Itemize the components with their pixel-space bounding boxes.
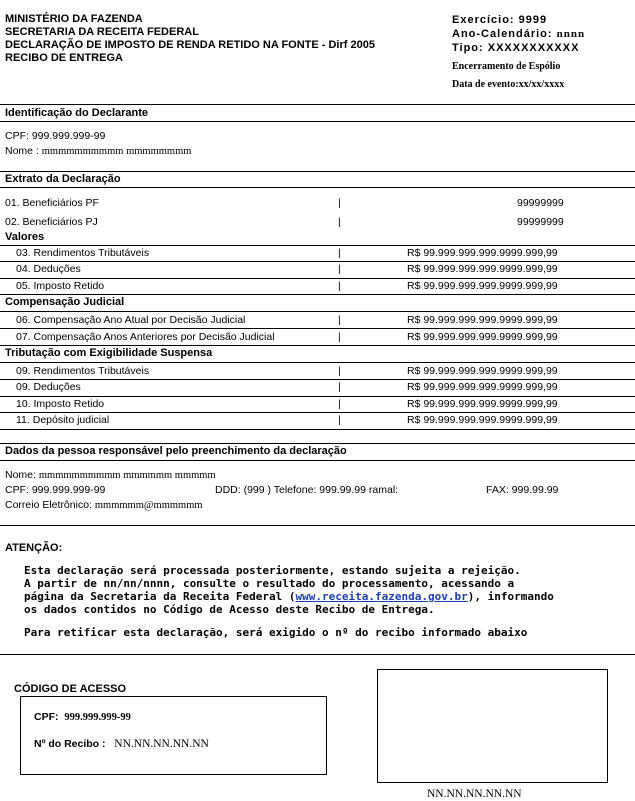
compensacao-row-value: R$ 99.999.999.999.9999.999,99 <box>407 331 558 343</box>
divider <box>0 429 635 430</box>
divider <box>0 362 635 363</box>
column-separator: | <box>338 197 341 209</box>
column-separator: | <box>338 247 341 259</box>
valores-row-label: 05. Imposto Retido <box>16 280 105 292</box>
beneficiarios-pf-label: 01. Beneficiários PF <box>5 197 99 209</box>
divider <box>0 294 635 295</box>
divider <box>0 379 635 380</box>
declarante-nome <box>5 145 191 157</box>
nome-label: Nome : <box>5 145 39 157</box>
beneficiarios-pj-label: 02. Beneficiários PJ <box>5 216 98 228</box>
valores-row-value: R$ 99.999.999.999.9999.999,99 <box>407 247 558 259</box>
responsavel-nome <box>5 469 216 481</box>
column-separator: | <box>338 331 341 343</box>
responsavel-telefone: DDD: (999 ) Telefone: 999.99.99 ramal: <box>215 484 399 496</box>
responsavel-cpf: CPF: 999.999.999-99 <box>5 484 106 496</box>
tributacao-row-value: R$ 99.999.999.999.9999.999,99 <box>407 381 558 393</box>
beneficiarios-pf-value: 99999999 <box>517 197 564 209</box>
codigo-title: CÓDIGO DE ACESSO <box>14 683 127 695</box>
data-evento: Data de evento:xx/xx/xxxx <box>452 79 565 90</box>
section-responsavel: Dados da pessoa responsável pelo preenchimento da declaração <box>5 445 347 457</box>
divider <box>0 345 635 346</box>
divider <box>0 328 635 329</box>
atencao-line: os dados contidos no Código de Acesso deste Recibo de Entrega. <box>24 603 435 616</box>
section-tributacao: Tributação com Exigibilidade Suspensa <box>5 347 213 359</box>
codigo-recibo <box>34 738 209 750</box>
header-recibo: RECIBO DE ENTREGA <box>5 52 123 64</box>
atencao-text: página da Secretaria da Receita Federal ( <box>24 590 296 603</box>
divider <box>0 443 635 444</box>
divider <box>0 412 635 413</box>
divider <box>0 654 635 655</box>
section-identificacao: Identificação do Declarante <box>5 107 149 119</box>
compensacao-row-label: 07. Compensação Anos Anteriores por Decisão Judicial <box>16 331 275 343</box>
codigo-cpf-label: CPF: <box>34 711 59 723</box>
encerramento: Encerramento de Espólio <box>452 61 561 72</box>
divider <box>0 121 635 122</box>
tributacao-row-label: 09. Rendimentos Tributáveis <box>16 365 150 377</box>
atencao-line: A partir de nn/nn/nnnn, consulte o resultado do processamento, acessando a <box>24 577 515 590</box>
compensacao-row-value: R$ 99.999.999.999.9999.999,99 <box>407 314 558 326</box>
receita-link[interactable]: www.receita.fazenda.gov.br <box>295 590 468 603</box>
column-separator: | <box>338 263 341 275</box>
header-block <box>5 13 375 65</box>
divider <box>0 460 635 461</box>
tributacao-row-value: R$ 99.999.999.999.9999.999,99 <box>407 414 558 426</box>
divider <box>0 278 635 279</box>
email-value: mmmmmm@mmmmmm <box>94 500 203 511</box>
tipo: Tipo: XXXXXXXXXXX <box>452 42 580 54</box>
codigo-recibo-label: Nº do Recibo : <box>34 738 106 750</box>
divider <box>0 187 635 188</box>
tributacao-row-label: 09. Deduções <box>16 381 81 393</box>
barcode-number: NN.NN.NN.NN.NN <box>427 788 522 800</box>
column-separator: | <box>338 216 341 228</box>
divider <box>0 261 635 262</box>
divider <box>0 245 635 246</box>
divider <box>0 171 635 172</box>
tributacao-row-label: 11. Depósito judicial <box>16 414 110 426</box>
column-separator: | <box>338 381 341 393</box>
atencao-line: Para retificar esta declaração, será exigido o nº do recibo informado abaixo <box>24 626 528 639</box>
section-valores: Valores <box>5 231 45 243</box>
valores-row-label: 03. Rendimentos Tributáveis <box>16 247 150 259</box>
codigo-cpf-value: 999.999.999-99 <box>64 712 131 723</box>
nome-value: mmmmmmmmmm mmmmmm mmmmm <box>38 470 216 481</box>
atencao-line: Esta declaração será processada posteriormente, estando sujeita a rejeição. <box>24 564 521 577</box>
nome-label: Nome: <box>5 469 36 481</box>
section-extrato: Extrato da Declaração <box>5 173 121 185</box>
exercicio: Exercício: 9999 <box>452 14 548 26</box>
header-declaracao: DECLARAÇÃO DE IMPOSTO DE RENDA RETIDO NA FONTE - Dirf 2005 <box>5 39 375 51</box>
header-ministry: MINISTÉRIO DA FAZENDA <box>5 13 143 25</box>
atencao-text: ), informando <box>467 590 554 603</box>
tributacao-row-value: R$ 99.999.999.999.9999.999,99 <box>407 398 558 410</box>
tributacao-row-value: R$ 99.999.999.999.9999.999,99 <box>407 365 558 377</box>
header-secretaria: SECRETARIA DA RECEITA FEDERAL <box>5 26 199 38</box>
column-separator: | <box>338 398 341 410</box>
codigo-cpf <box>34 711 131 723</box>
responsavel-email <box>5 499 203 511</box>
divider <box>0 311 635 312</box>
valores-row-label: 04. Deduções <box>16 263 81 275</box>
tributacao-row-label: 10. Imposto Retido <box>16 398 105 410</box>
divider <box>0 104 635 105</box>
compensacao-row-label: 06. Compensação Ano Atual por Decisão Judicial <box>16 314 246 326</box>
nome-value: mmmmmmmmmm mmmmmmmm <box>41 146 192 157</box>
ano-value: nnnn <box>556 28 586 40</box>
column-separator: | <box>338 414 341 426</box>
header-right <box>452 13 585 55</box>
atencao-line <box>24 590 554 603</box>
divider <box>0 525 635 526</box>
email-label: Correio Eletrônico: <box>5 499 92 511</box>
divider <box>0 396 635 397</box>
section-compensacao: Compensação Judicial <box>5 296 125 308</box>
column-separator: | <box>338 280 341 292</box>
column-separator: | <box>338 314 341 326</box>
ano-calendario <box>452 27 585 41</box>
codigo-box <box>20 696 327 775</box>
codigo-recibo-value: NN.NN.NN.NN.NN <box>114 738 209 750</box>
valores-row-value: R$ 99.999.999.999.9999.999,99 <box>407 263 558 275</box>
valores-row-value: R$ 99.999.999.999.9999.999,99 <box>407 280 558 292</box>
beneficiarios-pj-value: 99999999 <box>517 216 564 228</box>
atencao-title: ATENÇÃO: <box>5 542 63 554</box>
responsavel-fax: FAX: 999.99.99 <box>486 484 559 496</box>
ano-label: Ano-Calendário: <box>452 28 553 40</box>
barcode-box <box>377 669 608 783</box>
column-separator: | <box>338 365 341 377</box>
declarante-cpf: CPF: 999.999.999-99 <box>5 130 106 142</box>
